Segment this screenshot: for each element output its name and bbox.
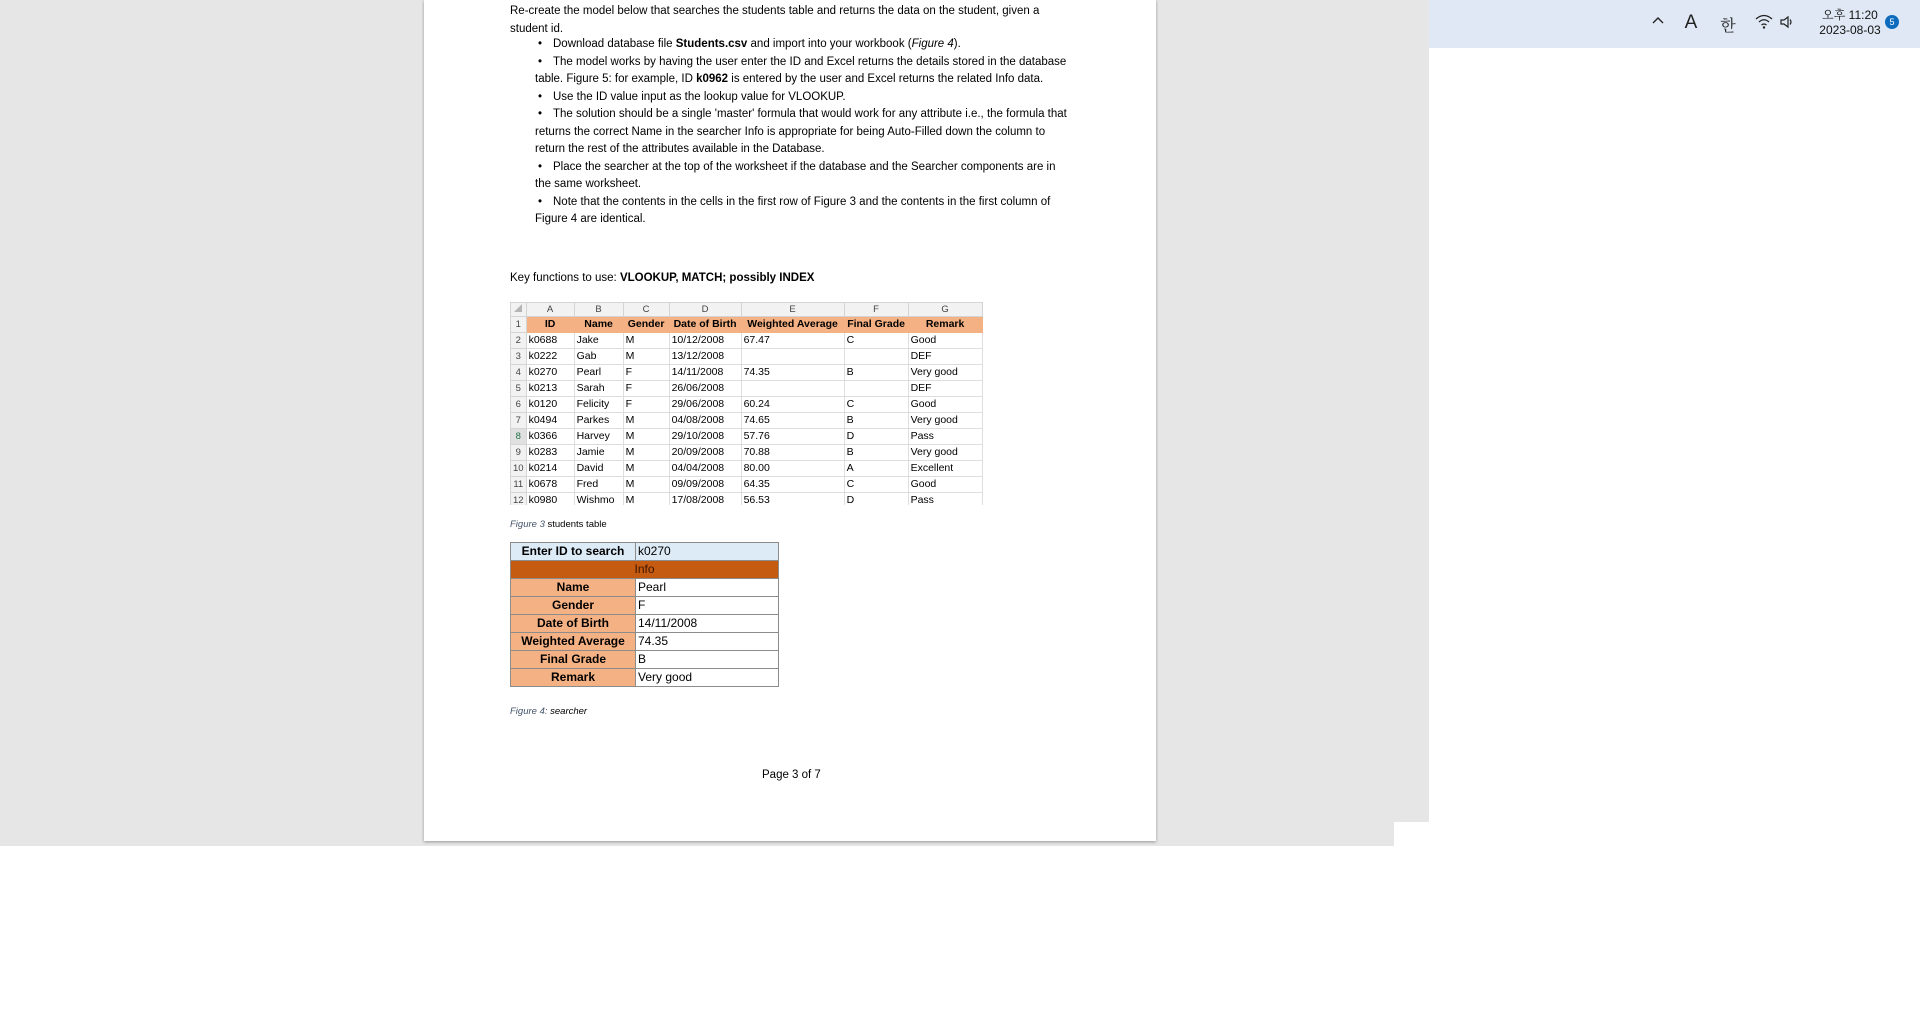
column-header[interactable]: Weighted Average — [741, 317, 844, 333]
column-header[interactable]: Remark — [908, 317, 982, 333]
figure4-caption — [510, 706, 587, 717]
key-functions-line — [510, 270, 814, 288]
table-row — [511, 397, 983, 413]
row-number[interactable]: 6 — [511, 397, 527, 413]
row-number[interactable]: 9 — [511, 445, 527, 461]
table-cell[interactable]: Pass — [908, 493, 982, 506]
row-number[interactable]: 3 — [511, 349, 527, 365]
search-id-cell[interactable]: k0270 — [636, 543, 779, 561]
table-cell[interactable]: 67.47 — [741, 333, 844, 349]
figure3-caption — [510, 519, 607, 530]
table-row — [511, 445, 983, 461]
row-number[interactable]: 8 — [511, 429, 527, 445]
table-cell[interactable]: D — [844, 429, 908, 445]
bullet-icon: • — [538, 160, 543, 173]
table-cell[interactable]: 74.35 — [741, 365, 844, 381]
instruction-bullet — [510, 106, 1070, 159]
table-cell[interactable]: k0678 — [526, 477, 574, 493]
column-letter[interactable]: D — [669, 303, 741, 317]
searcher-field-label: Name — [511, 579, 636, 597]
wifi-icon[interactable] — [1755, 14, 1773, 36]
table-cell[interactable]: M — [623, 477, 669, 493]
students-table-image — [510, 302, 984, 505]
table-cell[interactable]: M — [623, 493, 669, 506]
table-cell[interactable]: 20/09/2008 — [669, 445, 741, 461]
column-header[interactable]: ID — [526, 317, 574, 333]
clock-time: 오후 11:20 — [1822, 8, 1878, 22]
table-cell[interactable]: 29/06/2008 — [669, 397, 741, 413]
table-row — [511, 493, 983, 506]
column-header[interactable]: Final Grade — [844, 317, 908, 333]
page-number: Page 3 of 7 — [762, 769, 821, 781]
column-header[interactable]: Name — [574, 317, 623, 333]
searcher-row — [511, 597, 779, 615]
table-row — [511, 349, 983, 365]
table-cell[interactable]: Gab — [574, 349, 623, 365]
clock[interactable] — [1818, 8, 1882, 38]
bullet-icon: • — [538, 108, 543, 120]
table-row — [511, 333, 983, 349]
intro-paragraph: Re-create the model below that searches the students table and returns the data on the student, given a student id. — [510, 5, 1040, 35]
table-cell[interactable]: Good — [908, 333, 982, 349]
table-cell[interactable] — [844, 381, 908, 397]
instruction-bullet — [510, 159, 1070, 194]
table-cell[interactable]: 70.88 — [741, 445, 844, 461]
instructions-list — [510, 36, 1070, 229]
searcher-row — [511, 651, 779, 669]
table-cell[interactable]: C — [844, 477, 908, 493]
column-letter[interactable]: E — [741, 303, 844, 317]
table-cell[interactable]: DEF — [908, 381, 982, 397]
table-cell[interactable]: David — [574, 461, 623, 477]
searcher-field-value[interactable]: Very good — [636, 669, 779, 687]
search-label: Enter ID to search — [511, 543, 636, 561]
table-cell[interactable]: k0120 — [526, 397, 574, 413]
bullet-icon: • — [538, 38, 543, 50]
table-row — [511, 365, 983, 381]
searcher-table — [510, 542, 779, 687]
column-header[interactable]: Date of Birth — [669, 317, 741, 333]
table-cell[interactable]: k0214 — [526, 461, 574, 477]
row-number[interactable]: 2 — [511, 333, 527, 349]
table-cell[interactable]: 29/10/2008 — [669, 429, 741, 445]
searcher-field-value[interactable]: Pearl — [636, 579, 779, 597]
table-cell[interactable] — [741, 349, 844, 365]
table-cell[interactable]: 57.76 — [741, 429, 844, 445]
bullet-text: is entered by the user and Excel returns the related Info data. — [728, 73, 1044, 85]
table-cell[interactable]: M — [623, 333, 669, 349]
bullet-text: Use the ID value input as the lookup value for VLOOKUP. — [553, 90, 846, 103]
table-cell[interactable]: A — [844, 461, 908, 477]
table-cell[interactable]: M — [623, 413, 669, 429]
viewer-gap — [1394, 822, 1429, 846]
key-functions-label: Key functions to use: — [510, 272, 620, 284]
table-cell[interactable]: Fred — [574, 477, 623, 493]
bullet-text: k0962 — [696, 73, 729, 85]
table-cell[interactable]: F — [623, 397, 669, 413]
table-cell[interactable]: Very good — [908, 365, 982, 381]
table-cell[interactable]: 10/12/2008 — [669, 333, 741, 349]
figure3-caption-text: students table — [544, 519, 607, 530]
table-cell[interactable]: 13/12/2008 — [669, 349, 741, 365]
table-cell[interactable]: k0213 — [526, 381, 574, 397]
table-cell[interactable]: C — [844, 333, 908, 349]
table-cell[interactable]: k0494 — [526, 413, 574, 429]
table-cell[interactable]: Very good — [908, 413, 982, 429]
column-letter[interactable]: B — [574, 303, 623, 317]
column-letter[interactable]: F — [844, 303, 908, 317]
table-cell[interactable]: Wishmo — [574, 493, 623, 506]
bullet-text: Note that the contents in the cells in the first row of Figure 3 and the contents in the first column of Figure 4 are identical. — [535, 195, 1051, 225]
table-cell[interactable]: 64.35 — [741, 477, 844, 493]
instruction-bullet — [510, 89, 1070, 107]
table-cell[interactable]: B — [844, 445, 908, 461]
clock-date: 2023-08-03 — [1819, 23, 1881, 37]
table-cell[interactable]: M — [623, 445, 669, 461]
searcher-row — [511, 633, 779, 651]
column-letter[interactable]: C — [623, 303, 669, 317]
searcher-field-label: Final Grade — [511, 651, 636, 669]
row-number[interactable]: 12 — [511, 493, 527, 506]
bullet-text: The solution should be a single 'master' formula that would work for any attribute i.e., the formula that returns the correct Name in the searcher Info is appropriate for being Auto-Filled down the column to return the rest of the attributes available in the Database. — [535, 108, 1067, 155]
bullet-text: Download database file — [553, 38, 676, 50]
table-cell[interactable]: k0283 — [526, 445, 574, 461]
searcher-field-label: Weighted Average — [511, 633, 636, 651]
info-header: Info — [511, 561, 779, 579]
bullet-text: Figure 4 — [911, 38, 954, 50]
table-cell[interactable]: Pass — [908, 429, 982, 445]
table-cell[interactable] — [741, 381, 844, 397]
searcher-field-value[interactable]: B — [636, 651, 779, 669]
table-cell[interactable]: DEF — [908, 349, 982, 365]
row-number[interactable]: 1 — [511, 317, 527, 333]
notification-badge[interactable]: 5 — [1885, 15, 1899, 29]
table-cell[interactable]: B — [844, 413, 908, 429]
searcher-row — [511, 579, 779, 597]
table-row — [511, 429, 983, 445]
document-page — [424, 0, 1156, 841]
select-all-corner[interactable] — [511, 303, 527, 317]
table-cell[interactable]: k0366 — [526, 429, 574, 445]
searcher-field-label: Remark — [511, 669, 636, 687]
table-cell[interactable]: Very good — [908, 445, 982, 461]
table-cell[interactable]: 04/04/2008 — [669, 461, 741, 477]
column-header[interactable]: Gender — [623, 317, 669, 333]
table-cell[interactable]: 56.53 — [741, 493, 844, 506]
bullet-text: Place the searcher at the top of the worksheet if the database and the Searcher components are in the same worksheet. — [535, 160, 1056, 190]
table-row — [511, 413, 983, 429]
instruction-bullet — [510, 194, 1070, 229]
instruction-bullet — [510, 54, 1070, 89]
table-cell[interactable]: Pearl — [574, 365, 623, 381]
table-cell[interactable]: D — [844, 493, 908, 506]
info-row — [511, 561, 779, 579]
table-cell[interactable]: Harvey — [574, 429, 623, 445]
korean-ime-icon[interactable]: 한 — [1720, 18, 1736, 35]
key-functions-value: VLOOKUP, MATCH; possibly INDEX — [619, 272, 815, 284]
table-cell[interactable]: Parkes — [574, 413, 623, 429]
searcher-row — [511, 669, 779, 687]
searcher-field-label: Date of Birth — [511, 615, 636, 633]
table-cell[interactable]: k0688 — [526, 333, 574, 349]
bullet-text: and import into your workbook ( — [747, 38, 912, 50]
searcher-row — [511, 615, 779, 633]
table-cell[interactable]: 74.65 — [741, 413, 844, 429]
column-header-row — [511, 303, 983, 317]
figure3-caption-label: Figure 3 — [510, 519, 545, 530]
table-cell[interactable]: 14/11/2008 — [669, 365, 741, 381]
bullet-text: The model works by having the user enter the ID and Excel returns the details stored in the database table. Figure 5: for example, ID — [535, 55, 1067, 85]
bullet-text: ). — [953, 38, 961, 50]
table-cell[interactable]: 80.00 — [741, 461, 844, 477]
searcher-field-value[interactable]: 74.35 — [636, 633, 779, 651]
bullet-icon: • — [538, 195, 543, 208]
table-cell[interactable] — [844, 349, 908, 365]
table-row — [511, 381, 983, 397]
students-table — [510, 302, 983, 505]
table-cell[interactable]: k0222 — [526, 349, 574, 365]
row-number[interactable]: 5 — [511, 381, 527, 397]
speaker-icon[interactable] — [1779, 14, 1795, 36]
searcher-field-value[interactable]: F — [636, 597, 779, 615]
figure4-caption-text: searcher — [547, 706, 588, 717]
table-cell[interactable]: 26/06/2008 — [669, 381, 741, 397]
table-cell[interactable]: F — [623, 365, 669, 381]
search-row — [511, 543, 779, 561]
table-cell[interactable]: k0270 — [526, 365, 574, 381]
table-cell[interactable]: Excellent — [908, 461, 982, 477]
row-number[interactable]: 11 — [511, 477, 527, 493]
table-cell[interactable]: 09/09/2008 — [669, 477, 741, 493]
column-letter[interactable]: G — [908, 303, 982, 317]
table-cell[interactable]: M — [623, 429, 669, 445]
bullet-icon: • — [538, 90, 543, 103]
table-cell[interactable]: M — [623, 461, 669, 477]
bullet-text: Students.csv — [675, 38, 748, 50]
instruction-bullet — [510, 36, 1070, 54]
table-cell[interactable]: Jamie — [574, 445, 623, 461]
searcher-field-value[interactable]: 14/11/2008 — [636, 615, 779, 633]
table-cell[interactable]: B — [844, 365, 908, 381]
table-row — [511, 461, 983, 477]
figure4-caption-label: Figure 4: — [510, 706, 548, 717]
table-cell[interactable]: Sarah — [574, 381, 623, 397]
table-cell[interactable]: Felicity — [574, 397, 623, 413]
table-cell[interactable]: Good — [908, 477, 982, 493]
table-cell[interactable]: k0980 — [526, 493, 574, 506]
bullet-icon: • — [538, 55, 543, 68]
table-cell[interactable]: M — [623, 349, 669, 365]
table-cell[interactable]: Jake — [574, 333, 623, 349]
row-number[interactable]: 7 — [511, 413, 527, 429]
row-number[interactable]: 4 — [511, 365, 527, 381]
column-letter[interactable]: A — [526, 303, 574, 317]
table-cell[interactable]: C — [844, 397, 908, 413]
font-a-icon[interactable]: A — [1684, 12, 1698, 33]
table-cell[interactable]: 60.24 — [741, 397, 844, 413]
table-cell[interactable]: Good — [908, 397, 982, 413]
table-row — [511, 477, 983, 493]
table-cell[interactable]: 17/08/2008 — [669, 493, 741, 506]
table-cell[interactable]: F — [623, 381, 669, 397]
chevron-up-icon[interactable] — [1650, 14, 1666, 36]
table-header-row — [511, 317, 983, 333]
row-number[interactable]: 10 — [511, 461, 527, 477]
table-cell[interactable]: 04/08/2008 — [669, 413, 741, 429]
searcher-field-label: Gender — [511, 597, 636, 615]
